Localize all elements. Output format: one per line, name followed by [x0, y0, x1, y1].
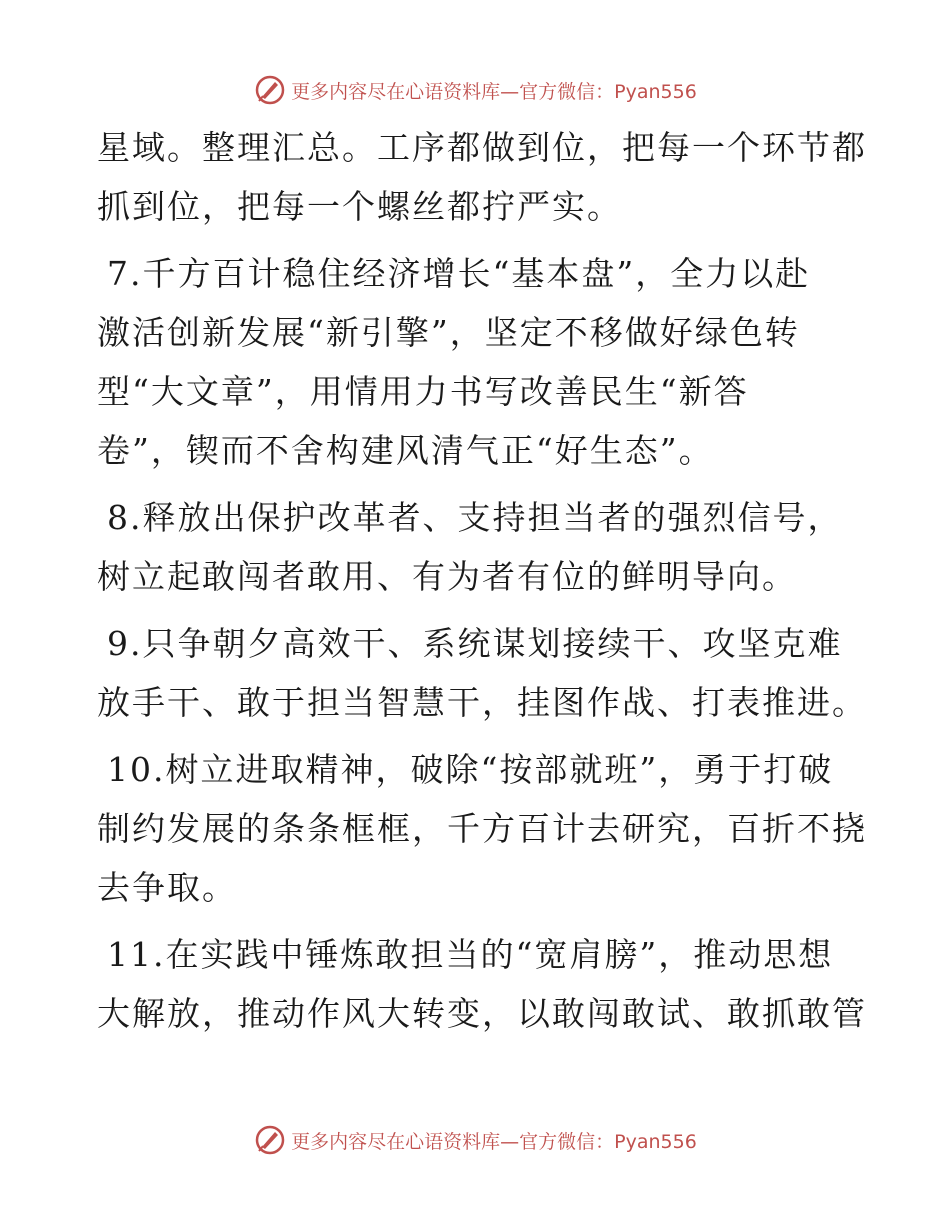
text-line: 11.在实践中锤炼敢担当的“宽肩膀”，推动思想: [107, 935, 834, 974]
text-line: 大解放，推动作风大转变，以敢闯敢试、敢抓敢管: [97, 994, 867, 1033]
text-line: 9.只争朝夕高效干、系统谋划接续干、攻坚克难: [107, 624, 843, 663]
document-body: [97, 118, 867, 1051]
list-item-11: [97, 925, 867, 1043]
list-item-10: [97, 740, 867, 917]
text-line: 7.千方百计稳住经济增长“基本盘”，全力以赴: [107, 254, 811, 293]
list-item-8: [97, 488, 857, 606]
text-line: 树立起敢闯者敢用、有为者有位的鲜明导向。: [97, 557, 797, 596]
watermark-text: 更多内容尽在心语资料库—官方微信：Pyan556: [291, 80, 697, 103]
text-line: 星域。整理汇总。工序都做到位，把每一个环节都: [97, 128, 867, 167]
text-line: 抓到位，把每一个螺丝都拧严实。: [97, 187, 622, 226]
quill-logo-icon: [253, 1123, 287, 1157]
text-line: 激活创新发展“新引擎”，坚定不移做好绿色转: [97, 313, 800, 352]
text-line: 制约发展的条条框框，千方百计去研究，百折不挠: [97, 809, 867, 848]
text-line: 型“大文章”，用情用力书写改善民生“新答: [97, 372, 749, 411]
header-watermark: [0, 72, 950, 108]
footer-watermark: [0, 1122, 950, 1158]
text-line: 去争取。: [97, 868, 237, 907]
list-item-9: [97, 614, 867, 732]
text-line: 8.释放出保护改革者、支持担当者的强烈信号，: [107, 498, 843, 537]
quill-logo-icon: [253, 73, 287, 107]
list-item-7: [97, 244, 857, 480]
text-line: 放手干、敢于担当智慧干，挂图作战、打表推进。: [97, 683, 867, 722]
watermark-text: 更多内容尽在心语资料库—官方微信：Pyan556: [291, 1130, 697, 1153]
paragraph-continuation: [97, 118, 867, 236]
text-line: 卷”，锲而不舍构建风清气正“好生态”。: [97, 431, 714, 470]
text-line: 10.树立进取精神，破除“按部就班”，勇于打破: [107, 750, 834, 789]
